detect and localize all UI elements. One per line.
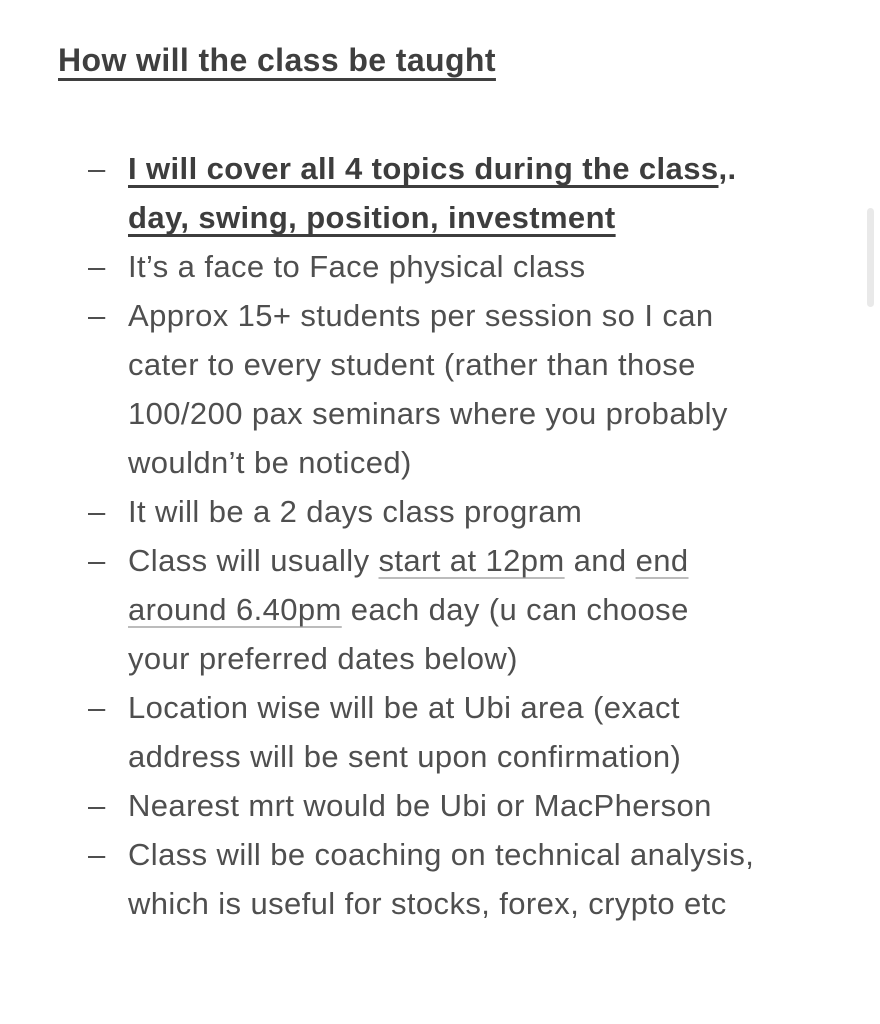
text-segment: Class will usually (128, 543, 379, 578)
bullet-dash: – (88, 249, 106, 284)
text-segment: Location wise will be at Ubi area (exact (128, 690, 680, 725)
text-segment: 100/200 pax seminars where you probably (128, 396, 728, 431)
list-item (58, 683, 848, 781)
underlined-text: start at 12pm (378, 543, 565, 578)
text-segment: each day (u can choose (341, 592, 689, 627)
list-item (58, 536, 848, 683)
underlined-text: day, swing, position, investment (128, 200, 616, 235)
text-segment: which is useful for stocks, forex, crypto etc (128, 886, 727, 921)
list-item (58, 781, 848, 830)
text-segment: ,. (718, 151, 737, 186)
list-item (58, 487, 848, 536)
text-segment: Approx 15+ students per session so I can (128, 298, 714, 333)
list-item-line (128, 193, 848, 242)
text-segment: Nearest mrt would be Ubi or MacPherson (128, 788, 712, 823)
bullet-dash: – (88, 788, 106, 823)
text-segment: It’s a face to Face physical class (128, 249, 586, 284)
bullet-dash: – (88, 837, 106, 872)
underlined-text: end (635, 543, 689, 578)
text-segment: wouldn’t be noticed) (128, 445, 412, 480)
text-segment: your preferred dates below) (128, 641, 518, 676)
bullet-dash: – (88, 151, 106, 186)
text-segment: and (564, 543, 636, 578)
list-item (58, 291, 848, 487)
underlined-text: I will cover all 4 topics during the class (128, 151, 719, 186)
list-item-line (128, 291, 848, 340)
list-item-line (128, 683, 848, 732)
text-segment: It will be a 2 days class program (128, 494, 583, 529)
list-item-line (128, 634, 848, 683)
list-item-line (128, 536, 848, 585)
list-item-line (128, 438, 848, 487)
list-item-line (128, 389, 848, 438)
list-item (58, 242, 848, 291)
bullet-dash: – (88, 298, 106, 333)
list-item-line (128, 879, 848, 928)
list-item-line (128, 340, 848, 389)
text-segment: address will be sent upon confirmation) (128, 739, 682, 774)
list-item (58, 830, 848, 928)
bullet-list (58, 144, 848, 928)
bullet-dash: – (88, 690, 106, 725)
scrollbar-thumb[interactable] (867, 208, 874, 307)
list-item-line (128, 830, 848, 879)
underlined-text: around 6.40pm (128, 592, 342, 627)
list-item-line (128, 732, 848, 781)
list-item (58, 144, 848, 242)
list-item-line (128, 585, 848, 634)
list-item-line (128, 487, 848, 536)
bullet-dash: – (88, 494, 106, 529)
text-segment: Class will be coaching on technical analysis, (128, 837, 755, 872)
list-item-line (128, 242, 848, 291)
bullet-dash: – (88, 543, 106, 578)
list-item-line (128, 781, 848, 830)
list-item-line (128, 144, 848, 193)
text-segment: cater to every student (rather than those (128, 347, 696, 382)
page-title: How will the class be taught (58, 42, 496, 78)
